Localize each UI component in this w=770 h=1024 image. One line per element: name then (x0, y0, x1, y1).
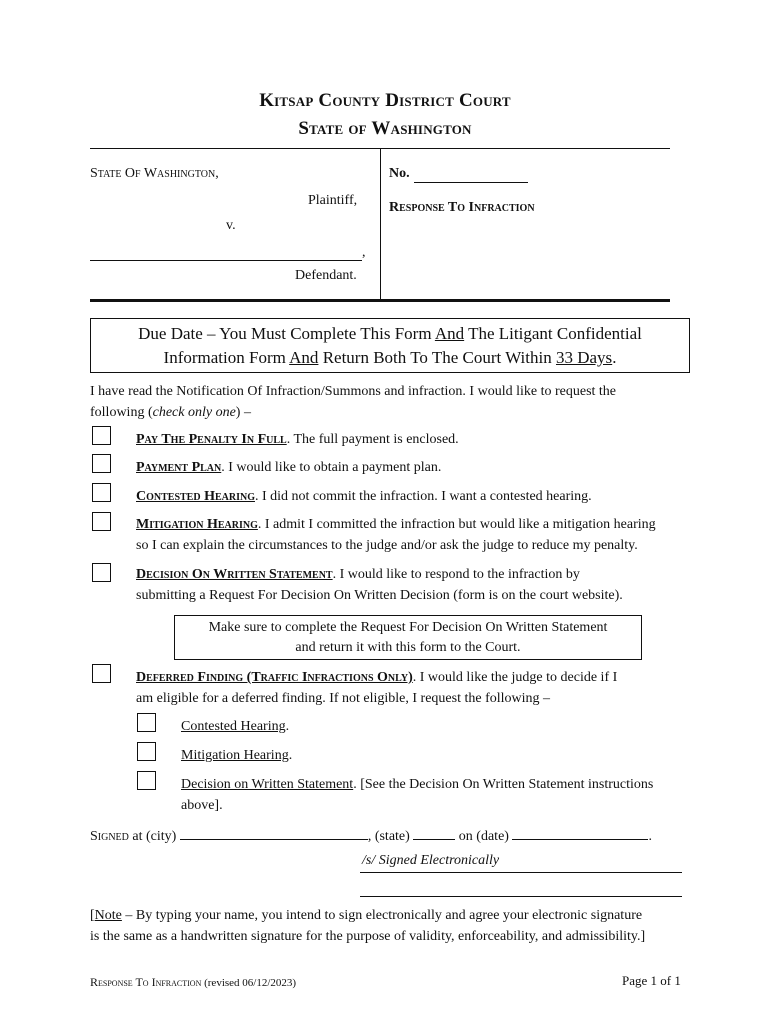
option-written-statement: Decision On Written Statement. I would like to respond to the infraction by submitting a Request For Decision On Written Decision (form is on the court website). (136, 567, 623, 603)
state-field[interactable] (413, 825, 455, 840)
signed-line: Signed at (city) , (state) on (date) . (90, 825, 652, 845)
signature-line[interactable] (360, 872, 682, 873)
option-contested-hearing: Contested Hearing. I did not commit the infraction. I want a contested hearing. (136, 489, 592, 504)
versus-label: v. (226, 218, 236, 233)
sub-option-contested-hearing: Contested Hearing. (181, 719, 290, 734)
city-field[interactable] (180, 825, 368, 840)
case-number-label: No. (389, 166, 410, 181)
mitigation-hearing-checkbox[interactable] (92, 512, 111, 531)
written-statement-note: Make sure to complete the Request For Decision On Written Statement and return it with this form to the Court. (174, 615, 642, 660)
due-date-notice: Due Date – You Must Complete This Form And The Litigant Confidential Information Form And Return Both To The Court Within 33 Days. (90, 318, 690, 373)
defendant-label: Defendant. (295, 268, 357, 283)
printed-name-line[interactable] (360, 896, 682, 897)
intro-text: I have read the Notification Of Infraction/Summons and infraction. I would like to request the following (check only one) – (90, 384, 617, 420)
court-name: Kitsap County District Court (259, 90, 511, 111)
footer-form-name: Response To Infraction (revised 06/12/2023) (90, 975, 297, 989)
date-field[interactable] (512, 825, 648, 840)
deferred-finding-checkbox[interactable] (92, 664, 111, 683)
sub-option-mitigation-hearing: Mitigation Hearing. (181, 748, 293, 763)
case-number-field[interactable] (414, 182, 528, 183)
caption-bottom-rule (90, 299, 670, 302)
court-state: State of Washington (298, 118, 472, 139)
defendant-name-field[interactable] (90, 260, 362, 261)
option-pay-penalty: Pay The Penalty In Full. The full payment is enclosed. (136, 432, 459, 447)
sub-mitigation-hearing-checkbox[interactable] (137, 742, 156, 761)
plaintiff-party: State Of Washington, (90, 166, 219, 181)
option-deferred-finding: Deferred Finding (Traffic Infractions Only). I would like the judge to decide if I am eligible for a deferred finding. If not eligible, I request the following – (136, 670, 618, 706)
sub-option-written-statement: Decision on Written Statement. [See the Decision On Written Statement instructions above]. (181, 777, 654, 813)
sub-contested-hearing-checkbox[interactable] (137, 713, 156, 732)
written-statement-checkbox[interactable] (92, 563, 111, 582)
contested-hearing-checkbox[interactable] (92, 483, 111, 502)
pay-penalty-checkbox[interactable] (92, 426, 111, 445)
sub-written-statement-checkbox[interactable] (137, 771, 156, 790)
document-page: Kitsap County District Court State of Washington State Of Washington, Plaintiff, v. , Defendant. No. Response To Infraction Due Date – You Must Complete This Form And The Litigant Confidential Information Form And Return Both To The Court Within 33 Days. I have read the Notification Of Infraction/Summons and infraction. I would like to request the following (check only one) – Pay The Penalty In Full. The full payment is enclosed. Payment Plan. I would like to obtain a payment plan. Contested Hearing. I did not commit the infraction. I want a contested hearing. Mitigation Hearing. I admit I committed the infraction but would like a mitigation hearing so I can explain the circumstances to the judge and/or ask the judge to reduce my penalty. Decision On Written Statement. I would like to respond to the infraction by submitting a Request For Decision On Written Decision (form is on the court website). Make sure to complete the Request For Decision On Written Statement and return it with this form to the Court. Deferred Finding (Traffic Infractions Only). I would like the judge to decide if I am eligible for a deferred finding. If not eligible, I request the following – Contested Hearing. Mitigation Hearing. Decision on Written Statement. [See the Decision On Written Statement instructions above]. Signed at (city) , (state) on (date) . /s/ Signed Electronically [Note – By typing your name, you intend to sign electronically and agree your electronic signature is the same as a handwritten signature for the purpose of validity, enforceability, and admissibility.] Response To Infraction (revised 06/12/2023) Page 1 of 1 (0, 0, 770, 1024)
document-title: Response To Infraction (389, 200, 535, 215)
signature-note: [Note – By typing your name, you intend to sign electronically and agree your electronic signature is the same as a handwritten signature for the purpose of validity, enforceability, and admissibility.] (90, 908, 646, 944)
plaintiff-label: Plaintiff, (308, 193, 358, 208)
footer-page-number: Page 1 of 1 (622, 973, 681, 988)
electronic-signature: /s/ Signed Electronically (362, 853, 500, 868)
caption-divider (380, 148, 381, 301)
option-payment-plan: Payment Plan. I would like to obtain a payment plan. (136, 460, 442, 475)
option-mitigation-hearing: Mitigation Hearing. I admit I committed the infraction but would like a mitigation hearing so I can explain the circumstances to the judge and/or ask the judge to reduce my penalty. (136, 517, 656, 553)
payment-plan-checkbox[interactable] (92, 454, 111, 473)
